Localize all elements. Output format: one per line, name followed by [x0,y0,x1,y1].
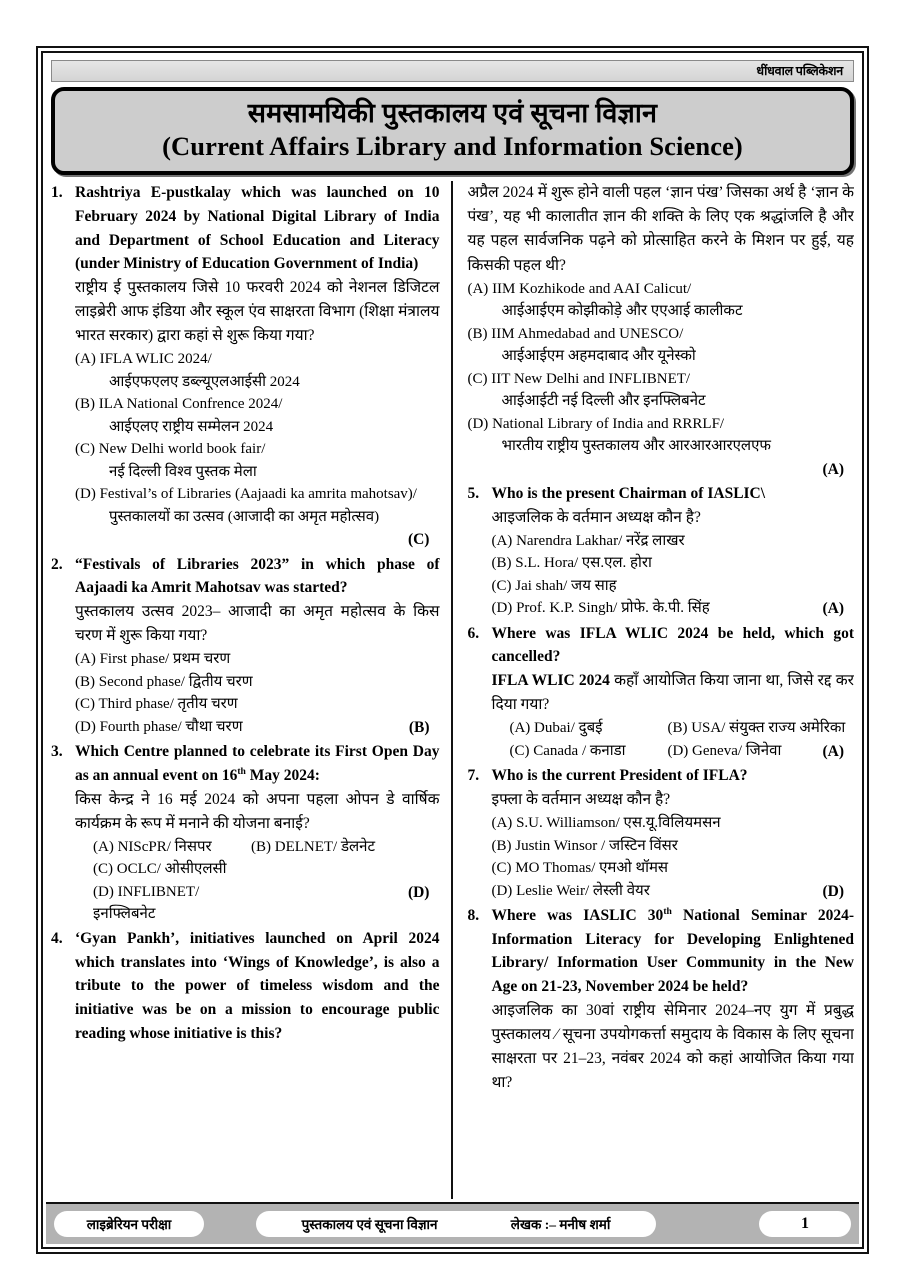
option-a-text: S.U. Williamson/ एस.यू.विलियमसन [516,815,721,832]
question-number: 3. [51,743,63,761]
question-text-en: Who is the present Chairman of IASLIC\ [491,485,766,503]
footer-subject: पुस्तकालय एवं सूचना विज्ञान [301,1217,438,1232]
question-text-en-post: National Seminar 2024-Information Literacy for Developing Enlightened Library/ Information User Community in the New Age on 21-23, November 2024 be held? [491,906,854,995]
option-b[interactable] [467,323,854,346]
publisher-strip [51,60,854,82]
option-d-label: (D) [491,882,513,899]
option-c-text: Third phase/ तृतीय चरण [98,696,238,713]
footer-exam-label: लाइब्रेरियन परीक्षा [54,1211,204,1237]
option-c-text: Jai shah/ जय साह [515,577,617,594]
question-text-hi: अप्रैल 2024 में शुरू होने वाली पहल ‘ज्ञान पंख’ जिसका अर्थ है ‘ज्ञान के पंख’, यह भी कालातीत ज्ञान की शक्ति के लिए एक श्रद्धांजलि है और यह पहल सार्वजनिक पढ़ने को प्रोत्साहित करने के मिशन पर हुई, यह किसकी पहल थी? [467,184,854,274]
page-footer [46,1202,859,1244]
option-row-2 [75,858,439,881]
option-c-text: MO Thomas/ एमओ थॉमस [515,860,669,877]
question-number: 1. [51,184,63,202]
question-6 [467,622,854,764]
option-a[interactable] [75,348,439,371]
option-a[interactable]: (A) NIScPR/ निसपर [93,838,212,855]
option-b[interactable] [491,835,854,858]
option-d-label: (D) [467,415,489,432]
question-text-en-post: May 2024: [245,766,320,784]
answer-key: (D) [407,883,430,901]
page-frame [36,46,869,1254]
option-a-hi: आईएफएलए डब्ल्यूएलआईसी 2024 [109,373,300,390]
option-b[interactable] [75,671,439,694]
content-columns [51,181,854,1199]
question-1 [51,181,439,552]
column-right [455,181,854,1199]
question-text-en-pre: Which Centre planned to celebrate its First Open Day as an annual event on 16 [75,743,440,784]
question-text-en [75,740,439,787]
option-c-hi: नई दिल्ली विश्व पुस्तक मेला [109,463,257,480]
answer-key: (D) [822,882,844,900]
option-b-text: IIM Ahmedabad and UNESCO/ [491,325,684,342]
question-number: 6. [467,624,480,642]
option-b-label: (B) [491,555,512,572]
question-number: 4. [51,929,63,947]
option-b-hi: आईएलए राष्ट्रीय सम्मेलन 2024 [109,418,274,435]
option-d-label: (D) [491,600,513,617]
question-number: 2. [51,555,63,573]
title-hindi: समसामयिकी पुस्तकालय एवं सूचना विज्ञान [247,98,658,128]
option-b-text: Second phase/ द्वितीय चरण [98,673,253,690]
option-b[interactable] [491,552,854,575]
option-c[interactable] [491,857,854,880]
answer-key: (C) [407,531,430,549]
question-4 [51,927,439,1046]
option-row-2-filler [251,858,439,881]
question-text-en [491,904,854,999]
option-b-text: S.L. Hora/ एस.एल. होरा [515,555,652,572]
option-row-1 [75,836,439,859]
option-b[interactable] [75,393,439,416]
question-text-en: ‘Gyan Pankh’, initiatives launched on April 2024 which translates into ‘Wings of Knowledge’, is also a tribute to the power of timeless wisdom and the initiative was be on a mission to encourage public reading whose initiative is this? [75,929,440,1042]
option-a[interactable] [75,648,439,671]
option-row-2 [491,740,854,763]
option-d[interactable] [75,716,439,739]
question-text-hi: राष्ट्रीय ई पुस्तकालय जिसे 10 फरवरी 2024 को नेशनल डिजिटल लाइब्रेरी आफ इंडिया और स्कूल एंव साक्षरता विभाग (शिक्षा मंत्रालय भारत सरकार) द्वारा कहां से शुरू किया गया? [75,278,440,345]
option-d-label: (D) [75,718,96,735]
option-c-label: (C) [75,441,95,458]
option-c[interactable] [75,438,439,461]
option-a-hi: आईआईएम कोझीकोड़े और एएआई कालीकट [501,303,743,320]
question-text-hi-body: कहाँ आयोजित किया जाना था, जिसे रद्द कर दिया गया? [491,672,854,714]
option-d-hi: पुस्तकालयों का उत्सव (आजादी का अमृत महोत्सव) [109,508,380,525]
question-number: 8. [467,906,480,924]
question-number: 7. [467,767,480,785]
option-a-text: Narendra Lakhar/ नरेंद्र लाखर [516,532,685,549]
option-b-label: (B) [75,396,95,413]
question-5 [467,482,854,621]
option-c-text: New Delhi world book fair/ [98,441,266,458]
option-a-label: (A) [75,651,96,668]
footer-author: लेखक :– मनीष शर्मा [510,1217,611,1232]
column-divider [451,181,453,1199]
ordinal-suffix: th [237,765,246,777]
option-a-text: IFLA WLIC 2024/ [99,351,212,368]
option-a[interactable] [467,278,854,301]
ordinal-suffix: th [663,905,672,917]
option-row-1 [491,717,854,740]
option-d-text: Prof. K.P. Singh/ प्रोफे. के.पी. सिंह [516,600,710,617]
option-c-label: (C) [75,696,95,713]
question-text-hi: आइजलिक के वर्तमान अध्यक्ष कौन है? [491,508,701,526]
option-d-label: (D) [75,486,96,503]
publisher-name: धींधवाल पब्लिकेशन [756,63,843,78]
column-left [51,181,449,1199]
option-b[interactable]: (B) DELNET/ डेलनेट [251,838,376,855]
option-c-label: (C) [491,577,512,594]
question-text-hi: इफ्ला के वर्तमान अध्यक्ष कौन है? [491,790,671,808]
option-c[interactable]: (C) OCLC/ ओसीएलसी [93,861,227,878]
option-c-label: (C) [491,860,512,877]
title-banner [51,87,854,175]
option-b-label: (B) [491,837,512,854]
option-a-text: IIM Kozhikode and AAI Calicut/ [492,280,692,297]
option-b-hi: आईआईएम अहमदाबाद और यूनेस्को [501,348,696,365]
option-c[interactable] [75,693,439,716]
question-3 [51,740,439,926]
page-inner-frame [41,51,864,1249]
question-4-continued [467,181,854,481]
question-2 [51,553,439,740]
answer-key: (A) [822,460,844,478]
option-a-label: (A) [491,532,513,549]
question-text-en: “Festivals of Libraries 2023” in which phase of Aajaadi ka Amrit Mahotsav was started? [75,555,440,597]
option-d-hi: भारतीय राष्ट्रीय पुस्तकालय और आरआरआरएलएफ [501,438,771,455]
title-english: (Current Affairs Library and Information Science) [162,130,743,161]
option-a[interactable]: (A) Dubai/ दुबई [509,720,603,737]
option-row-3 [75,881,439,926]
question-7 [467,764,854,903]
question-text-en: Where was IFLA WLIC 2024 be held, which got cancelled? [491,624,854,666]
option-d-text: Festival’s of Libraries (Aajaadi ka amrita mahotsav)/ [99,486,417,503]
option-d[interactable] [467,413,854,436]
option-c[interactable]: (C) Canada / कनाडा [509,742,626,759]
question-text-hi: किस केन्द्र ने 16 मई 2024 को अपना पहला ओपन डे वार्षिक कार्यक्रम के रूप में मनाने की योजना बनाई? [75,790,440,832]
answer-key: (A) [822,600,844,618]
option-b-label: (B) [75,673,95,690]
option-d[interactable]: (D) Geneva/ जिनेवा [667,742,782,759]
question-8 [467,904,854,1096]
question-text-en: Who is the current President of IFLA? [491,767,748,785]
question-text-hi [491,669,854,717]
option-c[interactable] [491,575,854,598]
option-d[interactable] [491,597,854,620]
option-b-text: ILA National Confrence 2024/ [98,396,283,413]
option-c-label: (C) [467,370,488,387]
option-a[interactable] [491,530,854,553]
option-d-text: National Library of India and RRRLF/ [492,415,725,432]
question-text-hi-prefix: IFLA WLIC 2024 [491,672,615,690]
question-text-en-pre: Where was IASLIC 30 [491,906,664,924]
question-text-hi: पुस्तकालय उत्सव 2023– आजादी का अमृत महोत्सव के किस चरण में शुरू किया गया? [75,603,440,645]
option-a[interactable] [491,812,854,835]
answer-key: (B) [408,718,430,736]
option-a-label: (A) [491,815,513,832]
option-c-hi: आईआईटी नई दिल्ली और इनफ्लिबनेट [501,393,706,410]
option-c-text: IIT New Delhi and INFLIBNET/ [491,370,691,387]
option-d[interactable] [75,483,439,506]
option-a-text: First phase/ प्रथम चरण [99,651,231,668]
option-b-text: Justin Winsor / जस्टिन विंसर [515,837,678,854]
option-b-label: (B) [467,325,488,342]
option-b[interactable]: (B) USA/ संयुक्त राज्य अमेरिका [667,720,846,737]
option-a-label: (A) [467,280,489,297]
question-number: 5. [467,485,480,503]
footer-page-number: 1 [759,1211,851,1237]
option-c[interactable] [467,368,854,391]
option-d[interactable]: (D) INFLIBNET/ इनफ्लिबनेट [93,883,200,923]
footer-center-band [256,1211,656,1237]
option-a-label: (A) [75,351,96,368]
option-d[interactable] [491,880,854,903]
question-text-en: Rashtriya E-pustkalay which was launched on 10 February 2024 by National Digital Library of India and Department of School Education and Literacy (under Ministry of Education Government of India) [75,184,440,273]
question-text-hi: आइजलिक का 30वां राष्ट्रीय सेमिनार 2024–नए युग में प्रबुद्ध पुस्तकालय ⁄ सूचना उपयोगकर्त्ता समुदाय के विकास के लिए सूचना साक्षरता पर 21–23, नवंबर 2024 को कहां आयोजित किया गया था? [491,1001,854,1092]
option-d-text: Fourth phase/ चौथा चरण [99,718,243,735]
option-d-text: Leslie Weir/ लेस्ली वेयर [516,882,650,899]
answer-key: (A) [822,742,844,760]
